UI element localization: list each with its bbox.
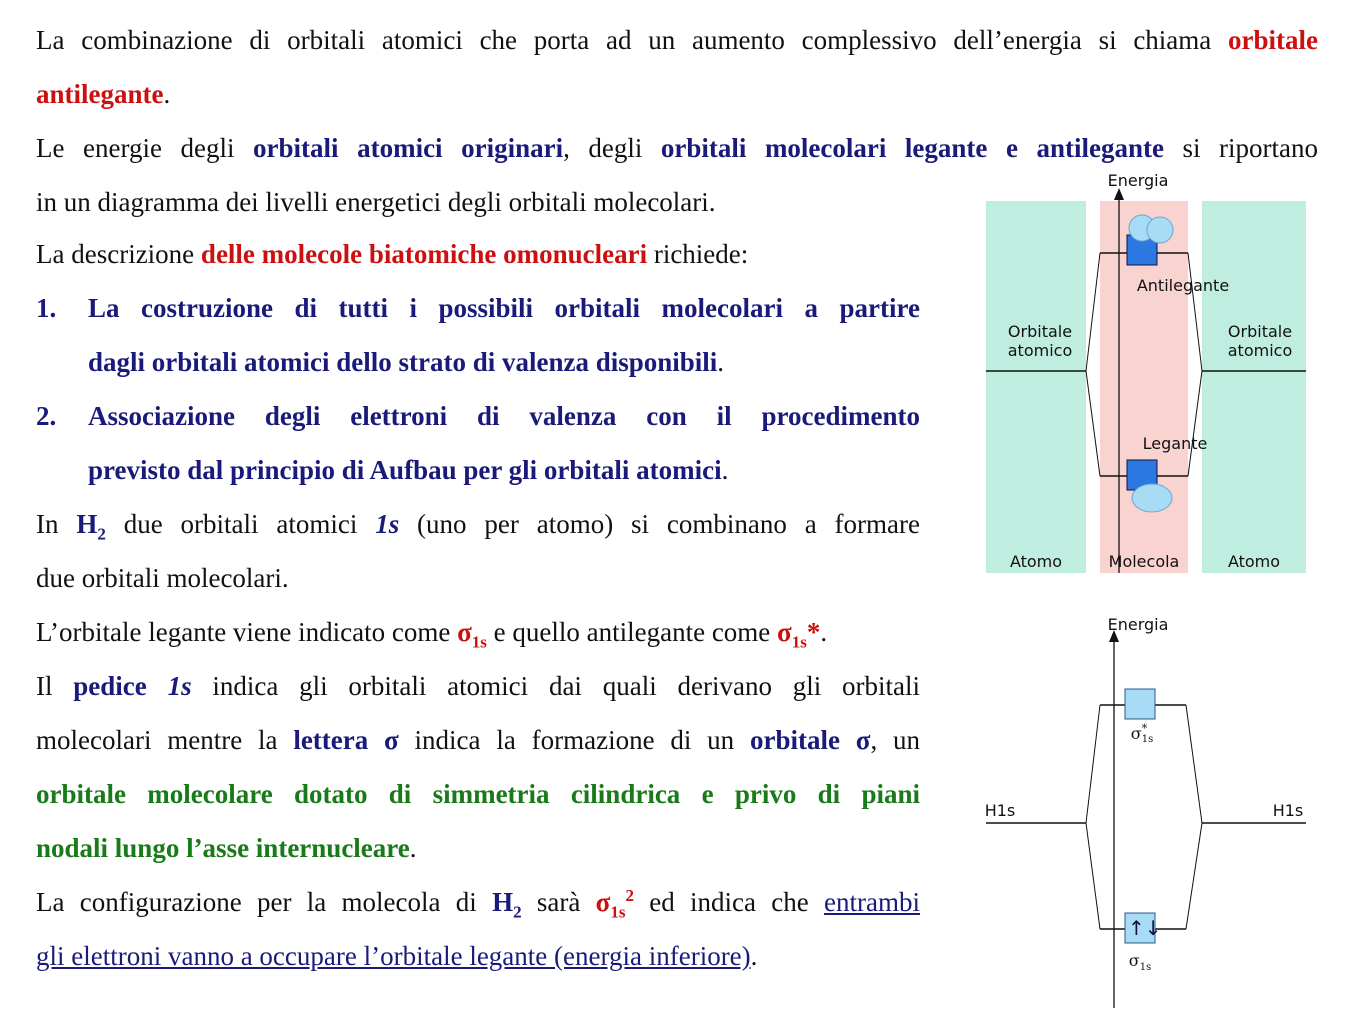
para1-line2 [36,67,1318,121]
sigma-star-sup: * [1141,722,1148,735]
bonding-label: Legante [1142,434,1208,453]
mo-diagram-sigma [980,610,1320,1010]
orbital-label-left [990,322,1090,360]
para7-h-sub: 2 [513,902,522,922]
molecule-label: Molecola [1108,552,1180,571]
orbital-right-1: Orbitale [1227,322,1293,341]
para4-text3: (uno per atomo) si combinano a formare [399,509,920,539]
connector-lr [1188,371,1202,476]
para1-text: La combinazione di orbitali atomici che porta ad un aumento complessivo dell’energia si chiama [36,25,1229,55]
para5 [36,605,920,659]
sigma-symbol: σ [1128,951,1140,970]
para1-period: . [163,79,171,109]
list-item-1 [36,281,920,389]
bonding-lobe [1132,484,1172,512]
para6-green2: nodali lungo l’asse internucleare [36,833,410,863]
list-item-2 [36,389,920,497]
list-item-2-line1: Associazione degli elettroni di valenza con il procedimento [88,401,920,431]
sigma-label [1120,951,1160,974]
sigma-star-scripts [1141,722,1154,745]
para7-underline1: entrambi [824,887,920,917]
para5-sub2: 1s [791,632,807,652]
orbital-left-1: Orbitale [1007,322,1073,341]
mo-diagram-colored-svg [980,168,1320,578]
para4-h: H [76,509,98,539]
list-number-2: 2. [36,401,57,431]
para5-sub1: 1s [471,632,487,652]
para3-term: delle molecole biatomiche omonucleari [200,239,648,269]
para4-h2 [76,509,106,544]
para4-1s: 1s [375,509,400,539]
h1s-label-left: H1s [984,801,1016,820]
sigma-star-symbol: σ [1130,724,1142,743]
para2-term-molecular: orbitali molecolari legante e antilegante [660,133,1164,163]
para2-term-atomic: orbitali atomici originari [253,133,564,163]
para7-h: H [492,887,514,917]
para2-text1: Le energie degli [36,133,254,163]
energy-label-1: Energia [1107,171,1169,190]
para6-text2: indica gli orbitali atomici dai quali derivano gli orbitali [191,671,920,701]
connector2-ll [1086,823,1100,929]
para5-star: * [806,617,821,647]
list-item-2-line2: previsto dal principio di Aufbau per gli orbitali atomici [88,455,722,485]
energy-label-2: Energia [1107,615,1169,634]
para7-h2 [492,887,522,922]
para2-text2: , degli [563,133,661,163]
h1s-label-right: H1s [1272,801,1304,820]
para5-text1: L’orbitale legante viene indicato come [36,617,458,647]
antibonding-label: Antilegante [1136,276,1230,295]
panel-atom-left [986,201,1086,573]
orbital-left-2: atomico [1007,341,1073,360]
para4-line1 [36,497,920,551]
para7-underline2: gli elettroni vanno a occupare l’orbitale legante (energia inferiore) [36,941,751,971]
para6-line2 [36,713,920,767]
para4-h-sub: 2 [97,524,106,544]
para5-text2: e quello antilegante come [486,617,778,647]
connector2-ul [1086,705,1100,823]
para2-text3: si riportano [1163,133,1319,163]
para5-sigma-antibonding [777,617,821,652]
para5-sigma2: σ [777,617,792,647]
para3-text2: richiede: [647,239,749,269]
para7-sigma: σ [595,887,611,917]
sigma-star-sub: 1s [1141,734,1154,745]
para4-text2: due orbitali atomici [105,509,376,539]
para6-line1 [36,659,920,713]
para6-lettera: lettera σ [293,725,399,755]
antibonding-lobe-2 [1147,217,1173,243]
para6-period: . [409,833,417,863]
para2-line1 [36,121,1318,175]
para4-text1: In [36,509,77,539]
connector-ll [1086,371,1100,476]
para7-line1 [36,875,920,929]
mo-diagram-colored [980,168,1320,578]
para5-sigma1: σ [457,617,472,647]
list-item-2-period: . [721,455,729,485]
list-item-1-line1: La costruzione di tutti i possibili orbitali molecolari a partire [88,293,920,323]
list-item-1-period: . [717,347,725,377]
connector2-lr [1186,823,1202,929]
para7-text1: La configurazione per la molecola di [36,887,493,917]
connector2-ur [1186,705,1202,823]
para3-text1: La descrizione [36,239,201,269]
sigma-star-label [1122,724,1162,746]
electron-pair-icon: ↑↓ [1128,916,1162,940]
para6-pedice: pedice [73,671,147,701]
para6-text1: Il [36,671,74,701]
panel-atom-right [1202,201,1306,573]
para1-line1 [36,13,1318,67]
para2-line2: in un diagramma dei livelli energetici degli orbitali molecolari. [36,187,716,217]
para6-1s: 1s [167,671,192,701]
para7-text3: ed indica che [633,887,825,917]
para4-line2: due orbitali molecolari. [36,563,289,593]
atom-label-left: Atomo [1009,552,1063,571]
sigma-star-box [1125,689,1155,719]
atom-label-right: Atomo [1227,552,1281,571]
para5-sigma-bonding [457,617,487,652]
para7-period: . [750,941,758,971]
para7-config [595,886,634,922]
para5-period: . [820,617,828,647]
connector-ur [1188,253,1202,371]
para6-text4: indica la formazione di un [398,725,750,755]
para6-text3: molecolari mentre la [36,725,294,755]
para7-sub: 1s [610,902,626,922]
para7-text2: sarà [521,887,596,917]
orbital-right-2: atomico [1227,341,1293,360]
list-number-1: 1. [36,293,57,323]
para6-line3: orbitale molecolare dotato di simmetria cilindrica e privo di piani [36,779,920,809]
orbital-label-right [1210,322,1310,360]
para1-term-antilegante: antilegante [36,79,164,109]
sigma-sub: 1s [1139,962,1152,974]
para6-line4 [36,821,920,875]
para7-line2 [36,929,920,983]
para7-sup: 2 [625,886,634,905]
para1-term-orbitale: orbitale [1228,25,1318,55]
para6-text5: , un [870,725,920,755]
list-item-1-line2: dagli orbitali atomici dello strato di valenza disponibili [88,347,718,377]
para6-orbitale-sigma: orbitale σ [749,725,871,755]
